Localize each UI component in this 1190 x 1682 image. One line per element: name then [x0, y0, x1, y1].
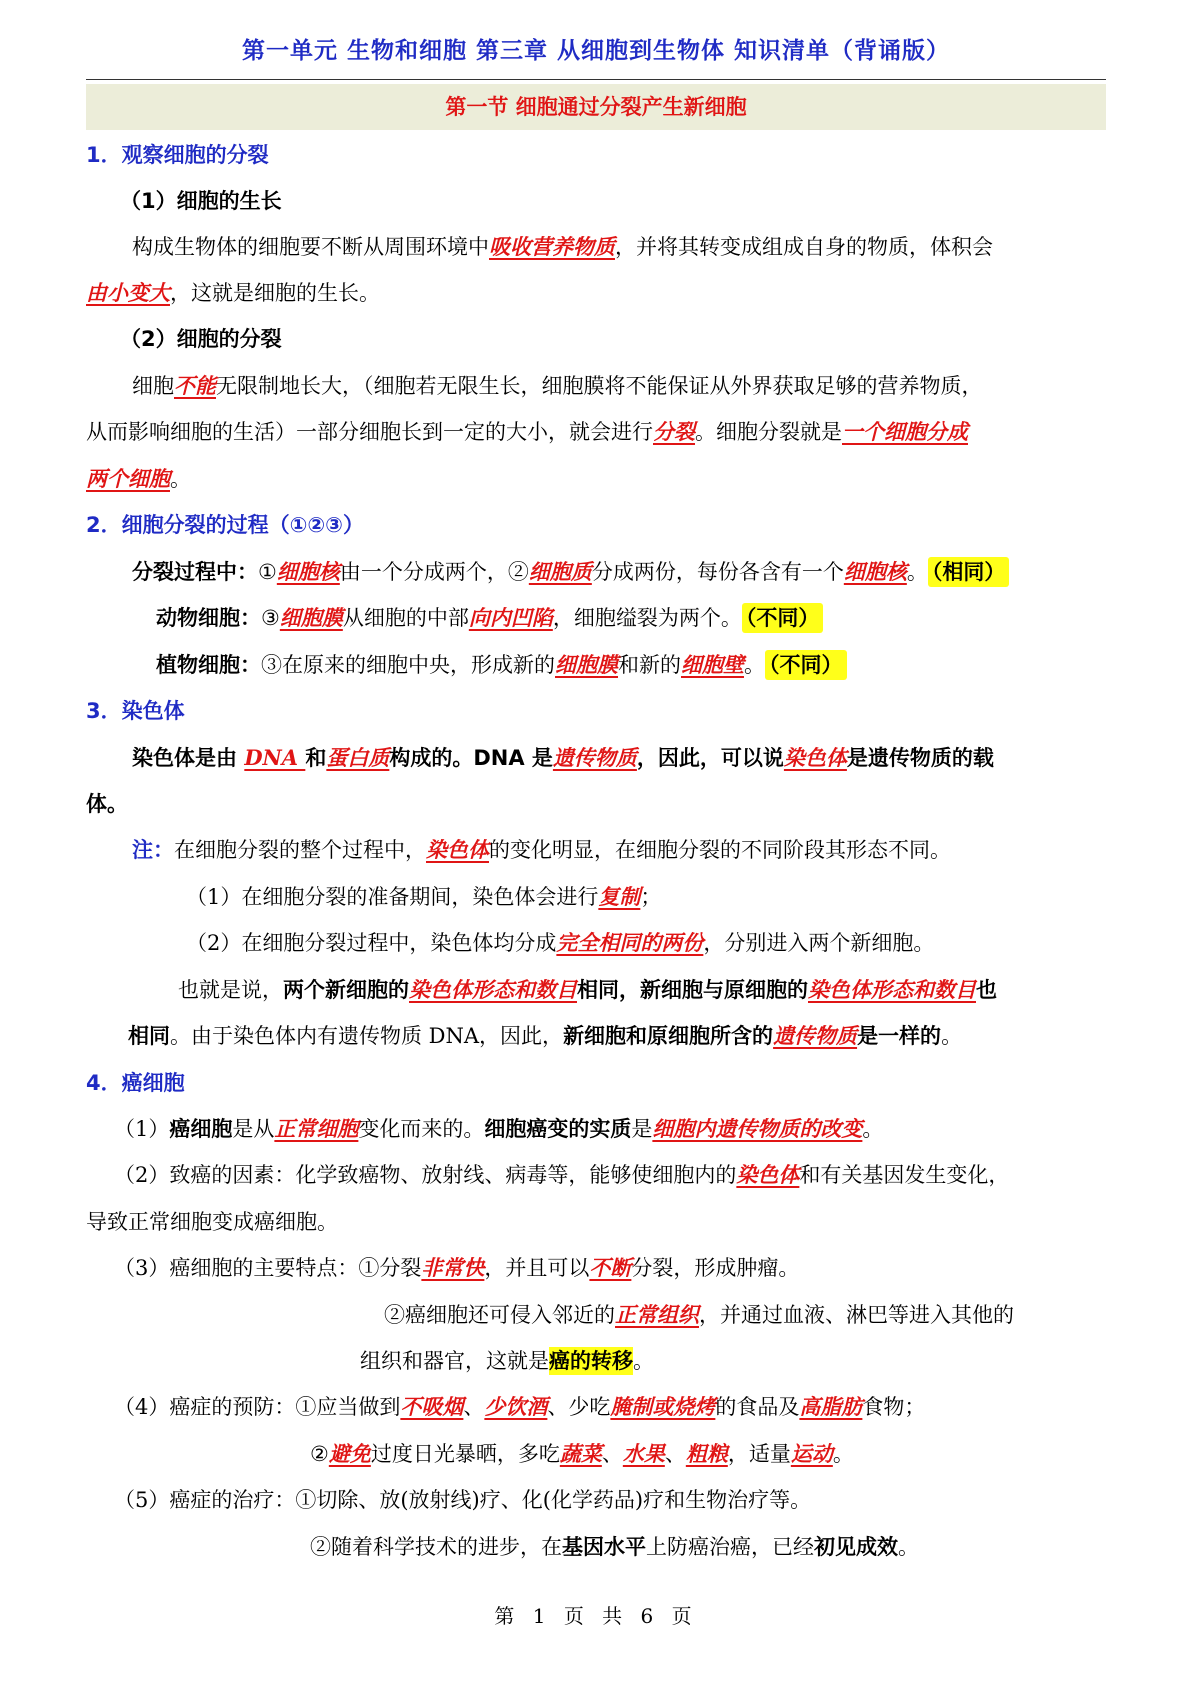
- paragraph-line: 从而影响细胞的生活）一部分细胞长到一定的大小，就会进行分裂。细胞分裂就是一个细胞分成: [86, 419, 968, 444]
- keyword: DNA: [244, 745, 306, 770]
- keyword: 细胞内遗传物质的改变: [652, 1116, 863, 1141]
- keyword: 高脂肪: [799, 1394, 863, 1419]
- section-title: 第一节 细胞通过分裂产生新细胞: [86, 84, 1106, 130]
- highlight-tag: （不同）: [742, 603, 824, 633]
- keyword: 分裂: [653, 419, 695, 444]
- highlighted-term: 癌的转移: [549, 1349, 633, 1373]
- note-item: （1）在细胞分裂的准备期间，染色体会进行复制；: [186, 884, 662, 909]
- paragraph-line: 体。: [86, 792, 128, 816]
- keyword: 水果: [622, 1441, 665, 1466]
- title-divider: [86, 79, 1106, 80]
- keyword: 遗传物质: [773, 1023, 858, 1048]
- paragraph-line: 染色体是由 DNA 和蛋白质构成的。DNA 是遗传物质，因此，可以说染色体是遗传物质的载: [132, 745, 994, 770]
- highlight-tag: （相同）: [928, 557, 1010, 587]
- list-item-continued: 导致正常细胞变成癌细胞。: [86, 1210, 338, 1234]
- keyword: 染色体形态和数目: [808, 977, 976, 1002]
- list-item-continued: ②避免过度日光暴晒，多吃蔬菜、水果、粗粮，适量运动。: [310, 1441, 854, 1466]
- keyword: 复制: [598, 884, 641, 909]
- keyword: 向内凹陷: [468, 605, 553, 630]
- keyword: 不能: [174, 373, 216, 398]
- list-item-continued: ②癌细胞还可侵入邻近的正常组织，并通过血液、淋巴等进入其他的: [384, 1302, 1014, 1327]
- keyword: 粗粮: [685, 1441, 728, 1466]
- keyword: 两个细胞: [86, 466, 170, 491]
- keyword: 遗传物质: [552, 745, 637, 770]
- animal-cell-line: 动物细胞：③细胞膜从细胞的中部向内凹陷，细胞缢裂为两个。 （不同）: [156, 601, 823, 635]
- keyword: 细胞膜: [279, 605, 343, 630]
- division-process-line: 分裂过程中：①细胞核由一个分成两个，②细胞质分成两份，每份各含有一个细胞核。 （相同）: [132, 555, 1009, 589]
- keyword: 染色体: [783, 745, 847, 770]
- list-item: （1）癌细胞是从正常细胞变化而来的。细胞癌变的实质是细胞内遗传物质的改变。: [114, 1116, 884, 1141]
- keyword: 细胞核: [843, 559, 907, 584]
- keyword: 完全相同的两份: [556, 930, 704, 955]
- keyword: 少饮酒: [484, 1394, 548, 1419]
- keyword: 蔬菜: [559, 1441, 602, 1466]
- list-item-continued: 组织和器官，这就是癌的转移。: [360, 1349, 654, 1373]
- list-item: （2）致癌的因素：化学致癌物、放射线、病毒等，能够使细胞内的染色体和有关基因发生变化，: [114, 1162, 1010, 1187]
- keyword: 不断: [589, 1255, 632, 1280]
- subheading-cell-growth: （1）细胞的生长: [120, 189, 282, 213]
- note-label: 注：: [132, 838, 174, 862]
- heading-3: 3．染色体: [86, 699, 185, 723]
- paragraph-line: 由小变大，这就是细胞的生长。: [86, 280, 380, 305]
- keyword: 细胞核: [276, 559, 340, 584]
- paragraph-line: 两个细胞。: [86, 466, 191, 491]
- keyword: 由小变大: [86, 280, 170, 305]
- keyword: 蛋白质: [326, 745, 390, 770]
- heading-1: 1．观察细胞的分裂: [86, 143, 269, 167]
- keyword: 正常细胞: [274, 1116, 359, 1141]
- keyword: 吸收营养物质: [489, 234, 615, 259]
- keyword: 避免: [328, 1441, 371, 1466]
- heading-2: 2．细胞分裂的过程（①②③）: [86, 513, 364, 537]
- list-item-continued: ②随着科学技术的进步，在基因水平上防癌治癌，已经初见成效。: [310, 1535, 919, 1559]
- keyword: 细胞壁: [681, 652, 744, 677]
- heading-4: 4．癌细胞: [86, 1071, 185, 1095]
- keyword: 不吸烟: [400, 1394, 464, 1419]
- note-item: （2）在细胞分裂过程中，染色体均分成完全相同的两份，分别进入两个新细胞。: [186, 930, 935, 955]
- keyword: 细胞质: [528, 559, 592, 584]
- list-item: （4）癌症的预防：①应当做到不吸烟、少饮酒、少吃腌制或烧烤的食品及高脂肪食物；: [114, 1394, 926, 1419]
- keyword: 腌制或烧烤: [610, 1394, 716, 1419]
- keyword: 非常快: [421, 1255, 485, 1280]
- document-title: 第一单元 生物和细胞 第三章 从细胞到生物体 知识清单（背诵版）: [241, 38, 951, 64]
- note-line: 注：在细胞分裂的整个过程中，染色体的变化明显，在细胞分裂的不同阶段其形态不同。: [132, 837, 951, 862]
- list-item: （3）癌细胞的主要特点：①分裂非常快，并且可以不断分裂，形成肿瘤。: [114, 1255, 800, 1280]
- keyword: 染色体形态和数目: [409, 977, 577, 1002]
- keyword: 细胞膜: [555, 652, 618, 677]
- keyword: 染色体: [426, 837, 489, 862]
- keyword: 运动: [790, 1441, 833, 1466]
- keyword: 一个细胞分成: [842, 419, 968, 444]
- highlight-tag: （不同）: [765, 650, 847, 680]
- paragraph-line: 细胞不能无限制地长大，（细胞若无限生长，细胞膜将不能保证从外界获取足够的营养物质，: [132, 373, 983, 398]
- keyword: 染色体: [736, 1162, 800, 1187]
- paragraph-line: 也就是说，两个新细胞的染色体形态和数目相同，新细胞与原细胞的染色体形态和数目也: [178, 977, 997, 1002]
- list-item: （5）癌症的治疗：①切除、放(放射线)疗、化(化学药品)疗和生物治疗等。: [114, 1488, 812, 1512]
- document-page: [86, 0, 1106, 1682]
- plant-cell-line: 植物细胞：③在原来的细胞中央，形成新的细胞膜和新的细胞壁。 （不同）: [156, 648, 847, 682]
- keyword: 正常组织: [615, 1302, 699, 1327]
- paragraph-line: 构成生物体的细胞要不断从周围环境中吸收营养物质，并将其转变成组成自身的物质，体积会: [132, 234, 993, 259]
- paragraph-line: 相同。由于染色体内有遗传物质 DNA，因此，新细胞和原细胞所含的遗传物质是一样的。: [128, 1023, 963, 1048]
- page-footer: 第 1 页 共 6 页: [494, 1604, 698, 1628]
- subheading-cell-division: （2）细胞的分裂: [120, 327, 282, 351]
